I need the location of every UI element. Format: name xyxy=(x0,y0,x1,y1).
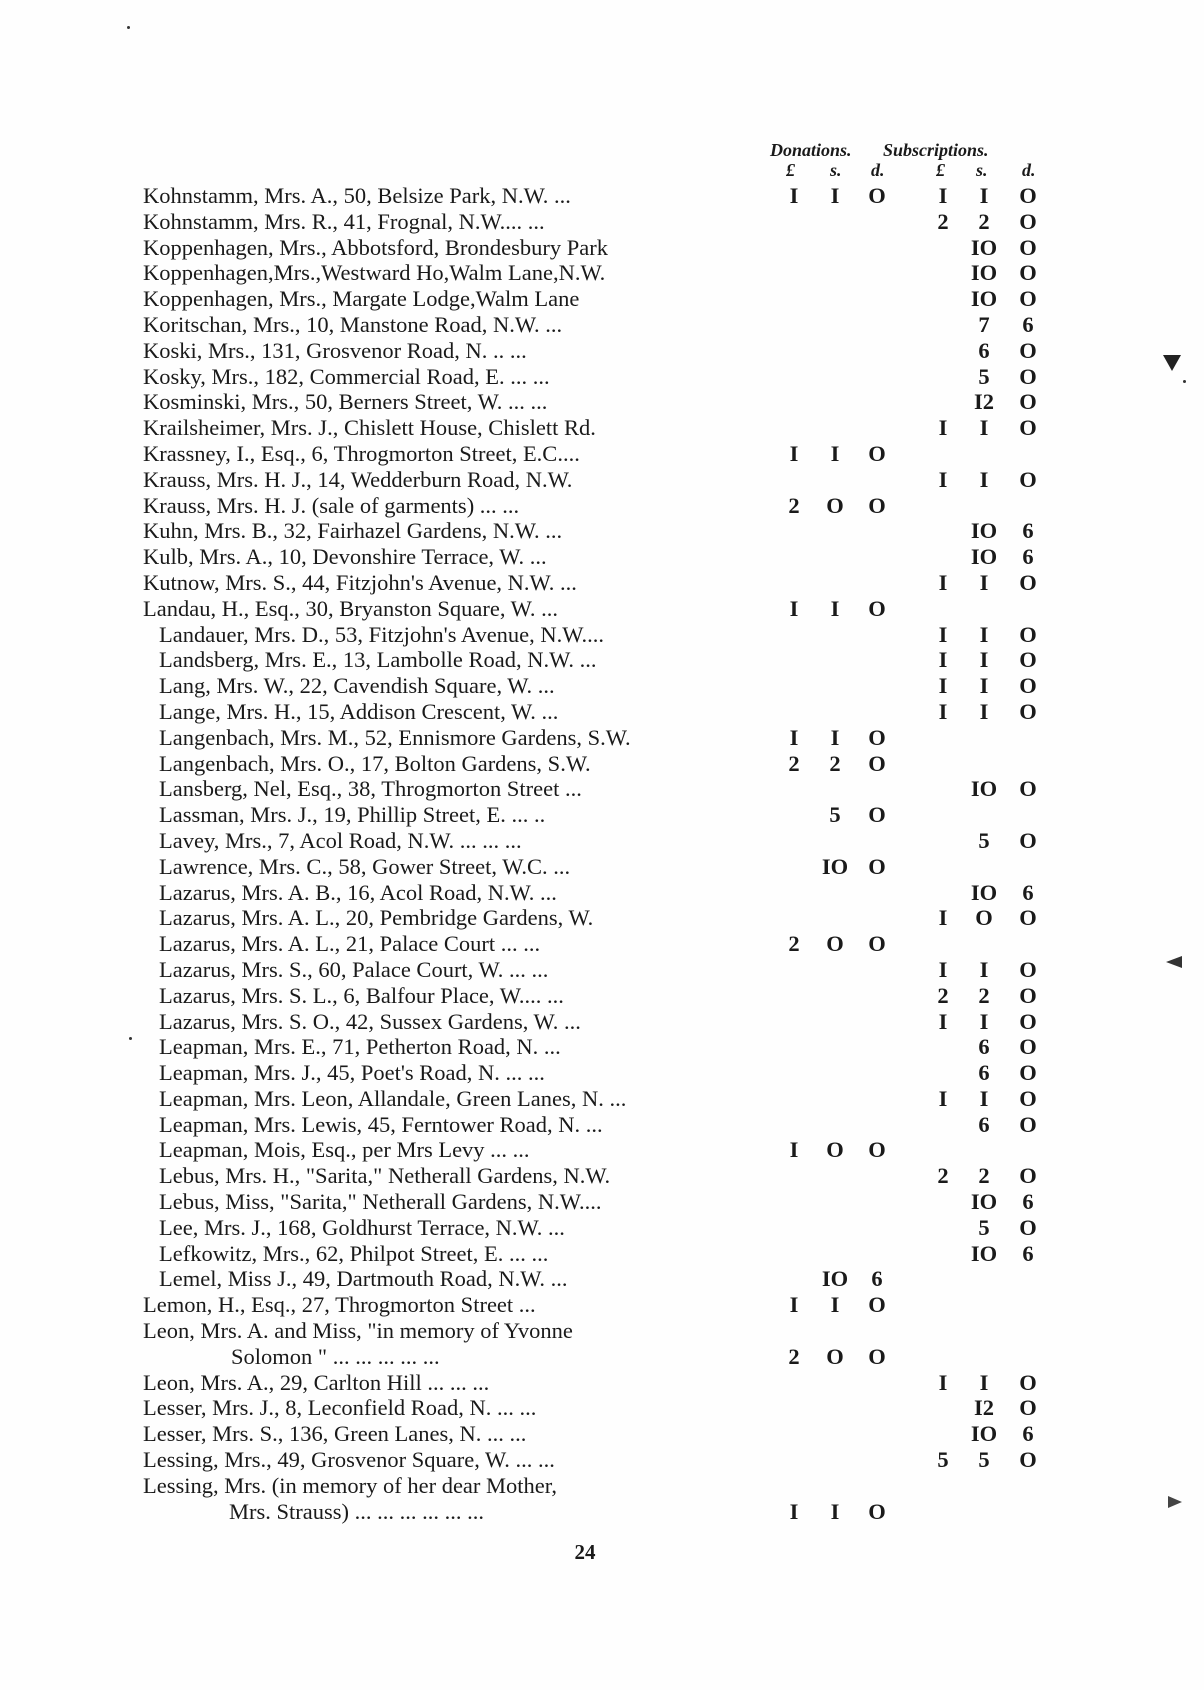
subscription-shillings: IO xyxy=(970,776,998,802)
subscription-pounds: I xyxy=(938,1085,948,1111)
subscriber-name: Landau, H., Esq., 30, Bryanston Square, W. ... xyxy=(143,595,558,621)
list-item xyxy=(0,467,1204,493)
list-item xyxy=(0,905,1204,931)
unit-pounds-donations: £ xyxy=(786,160,795,180)
donation-pence: O xyxy=(868,1343,886,1369)
donation-shillings: O xyxy=(826,492,844,518)
donation-shillings: O xyxy=(826,931,844,957)
unit-shillings-subscriptions: s. xyxy=(976,160,988,180)
subscription-pence: O xyxy=(1019,647,1037,673)
subscriber-name: Lange, Mrs. H., 15, Addison Crescent, W. ... xyxy=(159,698,559,724)
list-item xyxy=(0,1215,1204,1241)
list-item xyxy=(0,828,1204,854)
subscription-pence: 6 xyxy=(1022,518,1034,544)
list-item xyxy=(0,1395,1204,1421)
subscriber-name: Lazarus, Mrs. A. L., 21, Palace Court ... ... xyxy=(159,931,541,957)
subscription-shillings: I xyxy=(979,569,989,595)
subscriber-name: Koppenhagen, Mrs., Abbotsford, Brondesbury Park xyxy=(143,234,608,260)
list-item xyxy=(0,1499,1204,1525)
donation-pence: O xyxy=(868,440,886,466)
subscription-shillings: 2 xyxy=(978,208,990,234)
subscription-pence: O xyxy=(1019,1085,1037,1111)
subscription-pounds: 5 xyxy=(937,1447,949,1473)
subscription-shillings: 2 xyxy=(978,1163,990,1189)
subscription-pence: O xyxy=(1019,363,1037,389)
subscriber-name: Lazarus, Mrs. A. B., 16, Acol Road, N.W. ... xyxy=(159,879,557,905)
subscription-shillings: 5 xyxy=(978,363,990,389)
subscription-pounds: I xyxy=(938,698,948,724)
donation-pounds: I xyxy=(789,1137,799,1163)
subscription-shillings: I xyxy=(979,466,989,492)
list-item xyxy=(0,802,1204,828)
subscription-pence: O xyxy=(1019,234,1037,260)
subscription-pence: O xyxy=(1019,673,1037,699)
list-item xyxy=(0,544,1204,570)
subscription-pence: O xyxy=(1019,1008,1037,1034)
subscriber-name: Koritschan, Mrs., 10, Manstone Road, N.W. ... xyxy=(143,311,563,337)
list-item xyxy=(0,286,1204,312)
subscriber-name: Lazarus, Mrs. S. L., 6, Balfour Place, W.... ... xyxy=(159,982,564,1008)
unit-pence-subscriptions: d. xyxy=(1022,160,1036,180)
donation-pounds: I xyxy=(789,595,799,621)
subscriber-name: Lazarus, Mrs. S. O., 42, Sussex Gardens, W. ... xyxy=(159,1008,581,1034)
subscription-pounds: 2 xyxy=(937,208,949,234)
subscription-pounds: I xyxy=(938,415,948,441)
subscription-pence: O xyxy=(1019,466,1037,492)
donation-shillings: I xyxy=(830,724,840,750)
list-item xyxy=(0,1447,1204,1473)
subscriber-name: Leapman, Mrs. E., 71, Petherton Road, N. ... xyxy=(159,1034,561,1060)
subscription-pence: O xyxy=(1019,621,1037,647)
subscription-pence: 6 xyxy=(1022,1240,1034,1266)
subscription-pence: O xyxy=(1019,956,1037,982)
list-item xyxy=(0,493,1204,519)
subscriber-name: Kosminski, Mrs., 50, Berners Street, W. ... ... xyxy=(143,389,548,415)
donation-pence: O xyxy=(868,724,886,750)
subscription-shillings: I xyxy=(979,647,989,673)
subscriber-name: Landsberg, Mrs. E., 13, Lambolle Road, N.W. ... xyxy=(159,647,597,673)
subscriber-name: Leapman, Mois, Esq., per Mrs Levy ... ... xyxy=(159,1137,530,1163)
subscription-pounds: I xyxy=(938,1008,948,1034)
unit-pence-donations: d. xyxy=(871,160,885,180)
list-item xyxy=(0,364,1204,390)
list-item xyxy=(0,596,1204,622)
subscription-shillings: IO xyxy=(970,1421,998,1447)
subscription-shillings: 6 xyxy=(978,1060,990,1086)
donation-shillings: I xyxy=(830,1292,840,1318)
donation-pence: O xyxy=(868,853,886,879)
subscription-pence: O xyxy=(1019,569,1037,595)
donation-pounds: 2 xyxy=(788,492,800,518)
subscription-shillings: IO xyxy=(970,1240,998,1266)
donation-shillings: I xyxy=(830,440,840,466)
donation-shillings: I xyxy=(830,595,840,621)
list-item xyxy=(0,1292,1204,1318)
subscription-pence: O xyxy=(1019,286,1037,312)
subscription-pounds: 2 xyxy=(937,1163,949,1189)
subscriber-name: Lebus, Mrs. H., "Sarita," Netherall Gardens, N.W. xyxy=(159,1163,611,1189)
list-item xyxy=(0,1086,1204,1112)
subscription-pounds: I xyxy=(938,956,948,982)
subscription-shillings: O xyxy=(975,905,993,931)
subscriber-name: Lemon, H., Esq., 27, Throgmorton Street ... xyxy=(143,1292,536,1318)
subscription-pounds: 2 xyxy=(937,982,949,1008)
subscription-shillings: 5 xyxy=(978,1447,990,1473)
subscription-shillings: 2 xyxy=(978,982,990,1008)
subscriber-name: Kutnow, Mrs. S., 44, Fitzjohn's Avenue, N.W. ... xyxy=(143,569,577,595)
unit-shillings-donations: s. xyxy=(830,160,842,180)
donation-pounds: I xyxy=(789,440,799,466)
subscription-pence: O xyxy=(1019,1447,1037,1473)
column-units xyxy=(770,160,1040,184)
speck xyxy=(1183,380,1186,383)
subscription-pence: O xyxy=(1019,415,1037,441)
subscription-shillings: I xyxy=(979,621,989,647)
list-item xyxy=(0,441,1204,467)
subscription-shillings: I xyxy=(979,1085,989,1111)
subscription-shillings: 5 xyxy=(978,1214,990,1240)
page-number: 24 xyxy=(574,1540,596,1564)
subscription-shillings: I xyxy=(979,1008,989,1034)
list-item xyxy=(0,1189,1204,1215)
subscription-shillings: IO xyxy=(970,260,998,286)
margin-mark xyxy=(1166,956,1182,968)
donation-shillings: IO xyxy=(821,853,849,879)
list-item xyxy=(0,1370,1204,1396)
subscriber-name: Leon, Mrs. A., 29, Carlton Hill ... ... ... xyxy=(143,1369,490,1395)
list-item xyxy=(0,1241,1204,1267)
donation-pounds: I xyxy=(789,1292,799,1318)
subscription-pence: O xyxy=(1019,1163,1037,1189)
subscription-pence: 6 xyxy=(1022,311,1034,337)
subscription-shillings: I xyxy=(979,673,989,699)
subscriber-name: Krauss, Mrs. H. J. (sale of garments) ... ... xyxy=(143,492,520,518)
subscription-pounds: I xyxy=(938,905,948,931)
subscription-shillings: I xyxy=(979,698,989,724)
subscription-pence: O xyxy=(1019,905,1037,931)
subscription-pence: O xyxy=(1019,208,1037,234)
list-item xyxy=(0,776,1204,802)
list-item xyxy=(0,957,1204,983)
list-item xyxy=(0,1060,1204,1086)
list-item xyxy=(0,1473,1204,1499)
donation-shillings: O xyxy=(826,1343,844,1369)
subscriber-name: Lassman, Mrs. J., 19, Phillip Street, E. ... .. xyxy=(159,802,546,828)
subscription-shillings: I xyxy=(979,1369,989,1395)
list-item xyxy=(0,209,1204,235)
list-item xyxy=(0,235,1204,261)
subscription-shillings: IO xyxy=(970,286,998,312)
subscription-shillings: 6 xyxy=(978,1034,990,1060)
speck xyxy=(127,26,130,29)
list-item xyxy=(0,880,1204,906)
subscription-shillings: IO xyxy=(970,879,998,905)
list-item xyxy=(0,673,1204,699)
subscription-pounds: I xyxy=(938,569,948,595)
donation-pounds: I xyxy=(789,724,799,750)
subscription-pounds: I xyxy=(938,466,948,492)
subscriber-name: Krailsheimer, Mrs. J., Chislett House, Chislett Rd. xyxy=(143,415,596,441)
donation-pence: O xyxy=(868,492,886,518)
subscription-pence: O xyxy=(1019,1111,1037,1137)
subscription-shillings: 6 xyxy=(978,1111,990,1137)
subscription-pence: 6 xyxy=(1022,879,1034,905)
list-item xyxy=(0,1034,1204,1060)
subscriber-name: Leapman, Mrs. Lewis, 45, Ferntower Road, N. ... xyxy=(159,1111,603,1137)
subscriber-name: Lee, Mrs. J., 168, Goldhurst Terrace, N.W. ... xyxy=(159,1214,565,1240)
subscriber-name: Kuhn, Mrs. B., 32, Fairhazel Gardens, N.W. ... xyxy=(143,518,563,544)
subscriber-name: Lessing, Mrs. (in memory of her dear Mother, xyxy=(143,1472,557,1498)
subscription-pence: O xyxy=(1019,776,1037,802)
subscription-pounds: I xyxy=(938,621,948,647)
list-item xyxy=(0,1009,1204,1035)
list-item xyxy=(0,751,1204,777)
subscription-pence: 6 xyxy=(1022,544,1034,570)
subscription-shillings: 6 xyxy=(978,337,990,363)
subscriber-name: Lefkowitz, Mrs., 62, Philpot Street, E. ... ... xyxy=(159,1240,549,1266)
subscriber-name: Kulb, Mrs. A., 10, Devonshire Terrace, W. ... xyxy=(143,544,547,570)
list-item xyxy=(0,725,1204,751)
donation-pounds: I xyxy=(789,183,799,208)
donation-shillings: O xyxy=(826,1137,844,1163)
subscription-pence: 6 xyxy=(1022,1189,1034,1215)
subscription-shillings: I xyxy=(979,956,989,982)
list-item xyxy=(0,854,1204,880)
list-item xyxy=(0,338,1204,364)
subscriber-name: Mrs. Strauss) ... ... ... ... ... ... xyxy=(229,1498,485,1524)
donation-pounds: 2 xyxy=(788,750,800,776)
subscriber-name: Kohnstamm, Mrs. A., 50, Belsize Park, N.W. ... xyxy=(143,183,571,208)
subscription-pence: O xyxy=(1019,827,1037,853)
subscriber-name: Kosky, Mrs., 182, Commercial Road, E. ... ... xyxy=(143,363,550,389)
subscription-pounds: I xyxy=(938,647,948,673)
list-item xyxy=(0,570,1204,596)
donation-pounds: 2 xyxy=(788,931,800,957)
donation-pence: O xyxy=(868,595,886,621)
donation-pence: O xyxy=(868,183,886,208)
list-item xyxy=(0,518,1204,544)
subscriber-name: Leapman, Mrs. Leon, Allandale, Green Lanes, N. ... xyxy=(159,1085,627,1111)
subscriber-name: Koppenhagen,Mrs.,Westward Ho,Walm Lane,N.W. xyxy=(143,260,606,286)
subscriber-name: Lazarus, Mrs. S., 60, Palace Court, W. ... ... xyxy=(159,956,549,982)
donation-shillings: I xyxy=(830,1498,840,1524)
subscriber-name: Kohnstamm, Mrs. R., 41, Frognal, N.W.... ... xyxy=(143,208,545,234)
speck xyxy=(129,1037,132,1040)
donation-pence: O xyxy=(868,1137,886,1163)
subscriber-name: Leapman, Mrs. J., 45, Poet's Road, N. ... ... xyxy=(159,1060,545,1086)
donation-pounds: I xyxy=(789,1498,799,1524)
subscription-pence: O xyxy=(1019,1395,1037,1421)
subscription-shillings: IO xyxy=(970,518,998,544)
donation-pounds: 2 xyxy=(788,1343,800,1369)
subscriber-name: Krauss, Mrs. H. J., 14, Wedderburn Road, N.W. xyxy=(143,466,573,492)
subscription-pence: O xyxy=(1019,260,1037,286)
list-item xyxy=(0,983,1204,1009)
subscription-pence: O xyxy=(1019,698,1037,724)
list-item xyxy=(0,931,1204,957)
subscription-pence: O xyxy=(1019,1060,1037,1086)
subscription-shillings: IO xyxy=(970,544,998,570)
donation-pence: O xyxy=(868,750,886,776)
donation-pence: O xyxy=(868,802,886,828)
subscription-shillings: I2 xyxy=(973,389,994,415)
subscriber-name: Lang, Mrs. W., 22, Cavendish Square, W. ... xyxy=(159,673,555,699)
list-item xyxy=(0,1421,1204,1447)
donation-pence: 6 xyxy=(871,1266,883,1292)
list-item xyxy=(0,183,1204,209)
subscription-shillings: I xyxy=(979,415,989,441)
list-item xyxy=(0,699,1204,725)
list-item xyxy=(0,260,1204,286)
subscriber-name: Lazarus, Mrs. A. L., 20, Pembridge Gardens, W. xyxy=(159,905,594,931)
subscription-shillings: 7 xyxy=(978,311,990,337)
subscriber-name: Langenbach, Mrs. O., 17, Bolton Gardens, S.W. xyxy=(159,750,591,776)
subscription-pence: 6 xyxy=(1022,1421,1034,1447)
subscriber-name: Koppenhagen, Mrs., Margate Lodge,Walm Lane xyxy=(143,286,580,312)
list-item xyxy=(0,312,1204,338)
list-item xyxy=(0,389,1204,415)
list-item xyxy=(0,1163,1204,1189)
subscriber-name: Lesser, Mrs. S., 136, Green Lanes, N. ... ... xyxy=(143,1421,527,1447)
subscription-pence: O xyxy=(1019,1214,1037,1240)
subscription-pence: O xyxy=(1019,337,1037,363)
subscription-shillings: I2 xyxy=(973,1395,994,1421)
list-item xyxy=(0,1266,1204,1292)
donation-pence: O xyxy=(868,1498,886,1524)
subscriber-name: Koski, Mrs., 131, Grosvenor Road, N. .. ... xyxy=(143,337,527,363)
subscription-pence: O xyxy=(1019,183,1037,208)
subscription-shillings: IO xyxy=(970,1189,998,1215)
subscriber-name: Lesser, Mrs. J., 8, Leconfield Road, N. ... ... xyxy=(143,1395,537,1421)
subscription-pounds: I xyxy=(938,673,948,699)
subscription-pence: O xyxy=(1019,982,1037,1008)
list-item xyxy=(0,1318,1204,1344)
list-item xyxy=(0,622,1204,648)
list-item xyxy=(0,1137,1204,1163)
subscriber-name: Lansberg, Nel, Esq., 38, Throgmorton Street ... xyxy=(159,776,582,802)
subscriber-name: Lavey, Mrs., 7, Acol Road, N.W. ... ... ... xyxy=(159,827,522,853)
unit-pounds-subscriptions: £ xyxy=(936,160,945,180)
donation-pence: O xyxy=(868,1292,886,1318)
subscription-pounds: I xyxy=(938,1369,948,1395)
subscriber-name: Leon, Mrs. A. and Miss, "in memory of Yvonne xyxy=(143,1318,573,1344)
subscriptions-heading: Subscriptions. xyxy=(883,140,989,160)
subscription-shillings: I xyxy=(979,183,989,208)
list-item xyxy=(0,1344,1204,1370)
subscriber-name: Lemel, Miss J., 49, Dartmouth Road, N.W. ... xyxy=(159,1266,568,1292)
subscriber-name: Krassney, I., Esq., 6, Throgmorton Street, E.C.... xyxy=(143,440,580,466)
list-item xyxy=(0,647,1204,673)
list-item xyxy=(0,1112,1204,1138)
donation-pence: O xyxy=(868,931,886,957)
subscriber-list xyxy=(0,183,1204,1524)
subscription-pence: O xyxy=(1019,389,1037,415)
subscription-pence: O xyxy=(1019,1369,1037,1395)
donation-shillings: IO xyxy=(821,1266,849,1292)
donation-shillings: 5 xyxy=(829,802,841,828)
subscriber-name: Lawrence, Mrs. C., 58, Gower Street, W.C. ... xyxy=(159,853,571,879)
subscriber-name: Lebus, Miss, "Sarita," Netherall Gardens, N.W.... xyxy=(159,1189,602,1215)
subscriber-name: Lessing, Mrs., 49, Grosvenor Square, W. ... ... xyxy=(143,1447,555,1473)
margin-mark xyxy=(1163,355,1181,371)
subscription-pence: O xyxy=(1019,1034,1037,1060)
margin-mark xyxy=(1168,1496,1182,1508)
donation-shillings: 2 xyxy=(829,750,841,776)
subscriber-name: Landauer, Mrs. D., 53, Fitzjohn's Avenue, N.W.... xyxy=(159,621,604,647)
subscriber-name: Solomon " ... ... ... ... ... xyxy=(231,1343,440,1369)
donation-shillings: I xyxy=(830,183,840,208)
subscription-pounds: I xyxy=(938,183,948,208)
subscription-shillings: IO xyxy=(970,234,998,260)
subscriber-name: Langenbach, Mrs. M., 52, Ennismore Gardens, S.W. xyxy=(159,724,631,750)
subscription-shillings: 5 xyxy=(978,827,990,853)
list-item xyxy=(0,415,1204,441)
donations-heading: Donations. xyxy=(770,140,852,160)
